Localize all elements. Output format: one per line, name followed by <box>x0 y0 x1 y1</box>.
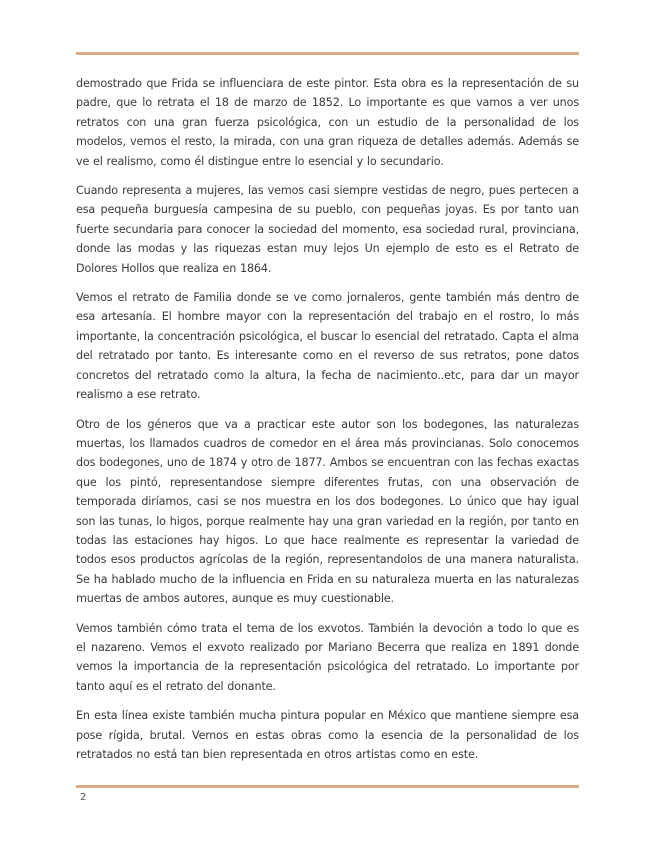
paragraph: Otro de los géneros que va a practicar este autor son los bodegones, las naturalezas muertas, los llamados cuadros de comedor en el área más provincianas. Solo conocemos dos bodegones, uno de 1874 y otro de 1877. Ambos se encuentran con las fechas exactas que los pintó, representandose siempre diferentes frutas, con una observación de temporada diríamos, casi se nos muestra en los dos bodegones. Lo único que hay igual son las tunas, lo higos, porque realmente hay una gran variedad en la región, por tanto en todas las estaciones hay higos. Lo que hace realmente es representar la variedad de todos esos productos agrícolas de la región, representandolos de una manera naturalista. Se ha hablado mucho de la influencia en Frida en su naturaleza muerta en las naturalezas muertas de ambos autores, aunque es muy cuestionable. <box>76 417 579 606</box>
paragraph: En esta línea existe también mucha pintura popular en México que mantiene siempre esa pose rígida, brutal. Vemos en estas obras como la esencia de la personalidad de los retratados no está tan bien representada en otros artistas como en este. <box>76 709 579 761</box>
paragraph: Vemos el retrato de Familia donde se ve como jornaleros, gente también más dentro de esa artesanía. El hombre mayor con la representación del trabajo en el rostro, lo más importante, la concentración psicológica, el buscar lo esencial del retratado. Capta el alma del retratado por tanto. Es interesante como en el reverso de sus retratos, pone datos concretos del retratado como la altura, la fecha de nacimiento..etc, para dar un mayor realismo a ese retrato. <box>76 291 579 402</box>
page-number: 2 <box>80 792 87 803</box>
paragraph: Cuando representa a mujeres, las vemos casi siempre vestidas de negro, pues pertecen a esa pequeña burguesía campesina de su pueblo, con pequeñas joyas. Es por tanto uan fuerte secundaria para conocer la sociedad del momento, esa sociedad rural, provinciana, donde las modas y las riquezas estan muy lejos Un ejemplo de esto es el Retrato de Dolores Hollos que realiza en 1864. <box>76 184 579 275</box>
paragraph: demostrado que Frida se influenciara de este pintor. Esta obra es la representación de su padre, que lo retrata el 18 de marzo de 1852. Lo importante es que vamos a ver unos retratos con una gran fuerza psicológica, con un estudio de la personalidad de los modelos, vemos el resto, la mirada, con una gran riqueza de detalles además. Además se ve el realismo, como él distingue entre lo esencial y lo secundario. <box>76 77 579 168</box>
paragraph: Vemos también cómo trata el tema de los exvotos. También la devoción a todo lo que es el nazareno. Vemos el exvoto realizado por Mariano Becerra que realiza en 1891 donde vemos la importancia de la representación psicológica del retratado. Lo importante por tanto aquí es el retrato del donante. <box>76 621 579 693</box>
header-rule <box>76 52 579 55</box>
document-body <box>76 74 579 774</box>
footer-rule <box>76 785 579 788</box>
